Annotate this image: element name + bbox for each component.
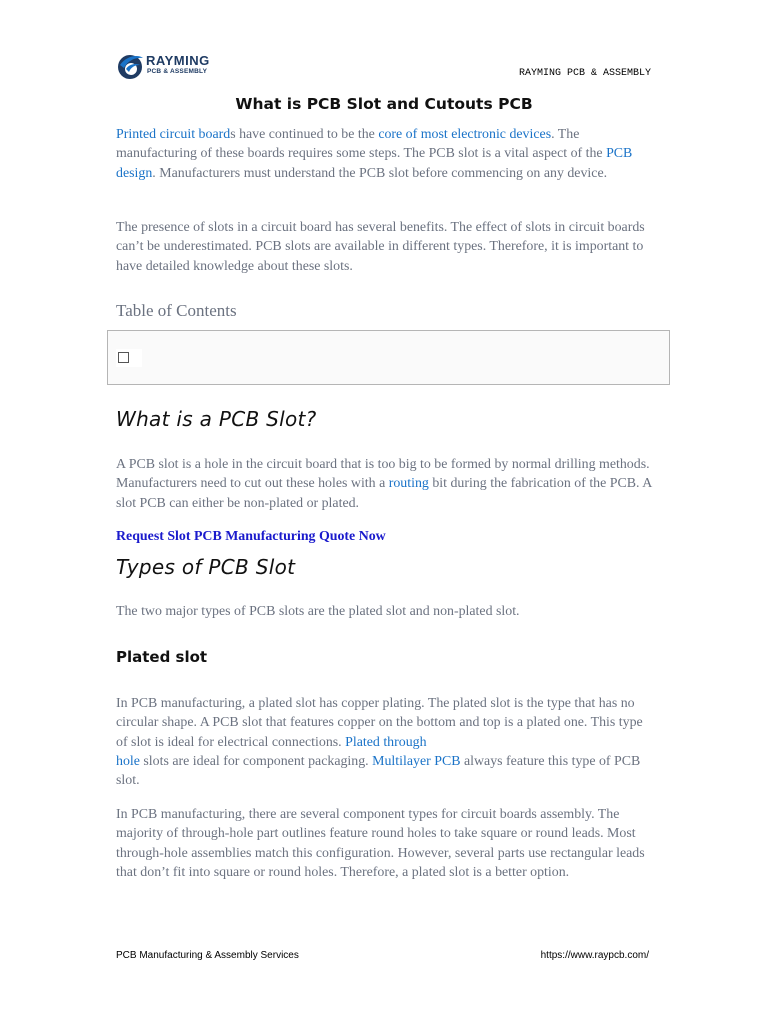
link-multilayer-pcb[interactable]: Multilayer PCB [372, 753, 461, 769]
component-types-paragraph: In PCB manufacturing, there are several component types for circuit boards assembly. The majority of through-hole part outlines feature round holes to take square or round leads. Most through-hole assemblies match this configuration. However, several parts use rectangular leads that don’t fit into square or round holes. Therefore, a plated slot is a better option. [116, 807, 645, 880]
footer-left: PCB Manufacturing & Assembly Services [116, 950, 299, 961]
logo-name: RAYMING [146, 53, 210, 68]
section1-paragraph: A PCB slot is a hole in the circuit board that is too big to be formed by normal drilling methods. Manufacturers need to cut out these holes with a routing bit during the fabrication of the PCB. A slot PCB can either be non-plated or plated. [116, 457, 652, 511]
checkbox-icon[interactable] [118, 352, 129, 363]
intro-paragraph-1: Printed circuit boards have continued to be the core of most electronic devices. The manufacturing of these boards requires some steps. The PCB slot is a vital aspect of the PCB design. Manufacturers must understand the PCB slot before commencing on any device. [116, 127, 633, 181]
rayming-logo [116, 52, 226, 82]
page-title: What is PCB Slot and Cutouts PCB [235, 95, 533, 113]
heading-what-is-pcb-slot: What is a PCB Slot? [116, 407, 317, 431]
header-company: RAYMING PCB & ASSEMBLY [518, 68, 651, 79]
toc-toggle[interactable] [116, 349, 142, 367]
link-plated-through-hole-b[interactable]: hole [116, 753, 140, 769]
section2-paragraph: The two major types of PCB slots are the plated slot and non-plated slot. [116, 604, 520, 619]
link-pcb-design[interactable]: PCB design [116, 146, 633, 181]
footer-url[interactable]: https://www.raypcb.com/ [540, 950, 649, 961]
toc-title: Table of Contents [116, 301, 237, 320]
logo-subtitle: PCB & ASSEMBLY [147, 68, 208, 75]
heading-plated-slot: Plated slot [116, 648, 208, 666]
link-routing[interactable]: routing [388, 476, 429, 492]
intro-paragraph-2: The presence of slots in a circuit board has several benefits. The effect of slots in circuit boards can’t be underestimated. PCB slots are available in different types. Therefore, it is important to have detailed knowledge about these slots. [116, 220, 645, 274]
plated-slot-paragraph: In PCB manufacturing, a plated slot has copper plating. The plated slot is the type that has no circular shape. A PCB slot that features copper on the bottom and top is a plated one. This type of slot is ideal for electrical connections. Plated through hole slots are ideal for component packaging. Multilayer PCB always feature this type of PCB slot. [116, 696, 643, 789]
rayming-logo-icon [116, 52, 144, 80]
link-printed-circuit-board[interactable]: Printed circuit board [116, 127, 231, 142]
toc-box [107, 330, 670, 385]
heading-types-of-pcb-slot: Types of PCB Slot [116, 555, 296, 579]
link-core-electronic-devices[interactable]: core of most electronic devices [378, 127, 552, 142]
link-plated-through-hole-a[interactable]: Plated through [345, 734, 427, 750]
request-quote-link[interactable]: Request Slot PCB Manufacturing Quote Now [116, 529, 386, 544]
